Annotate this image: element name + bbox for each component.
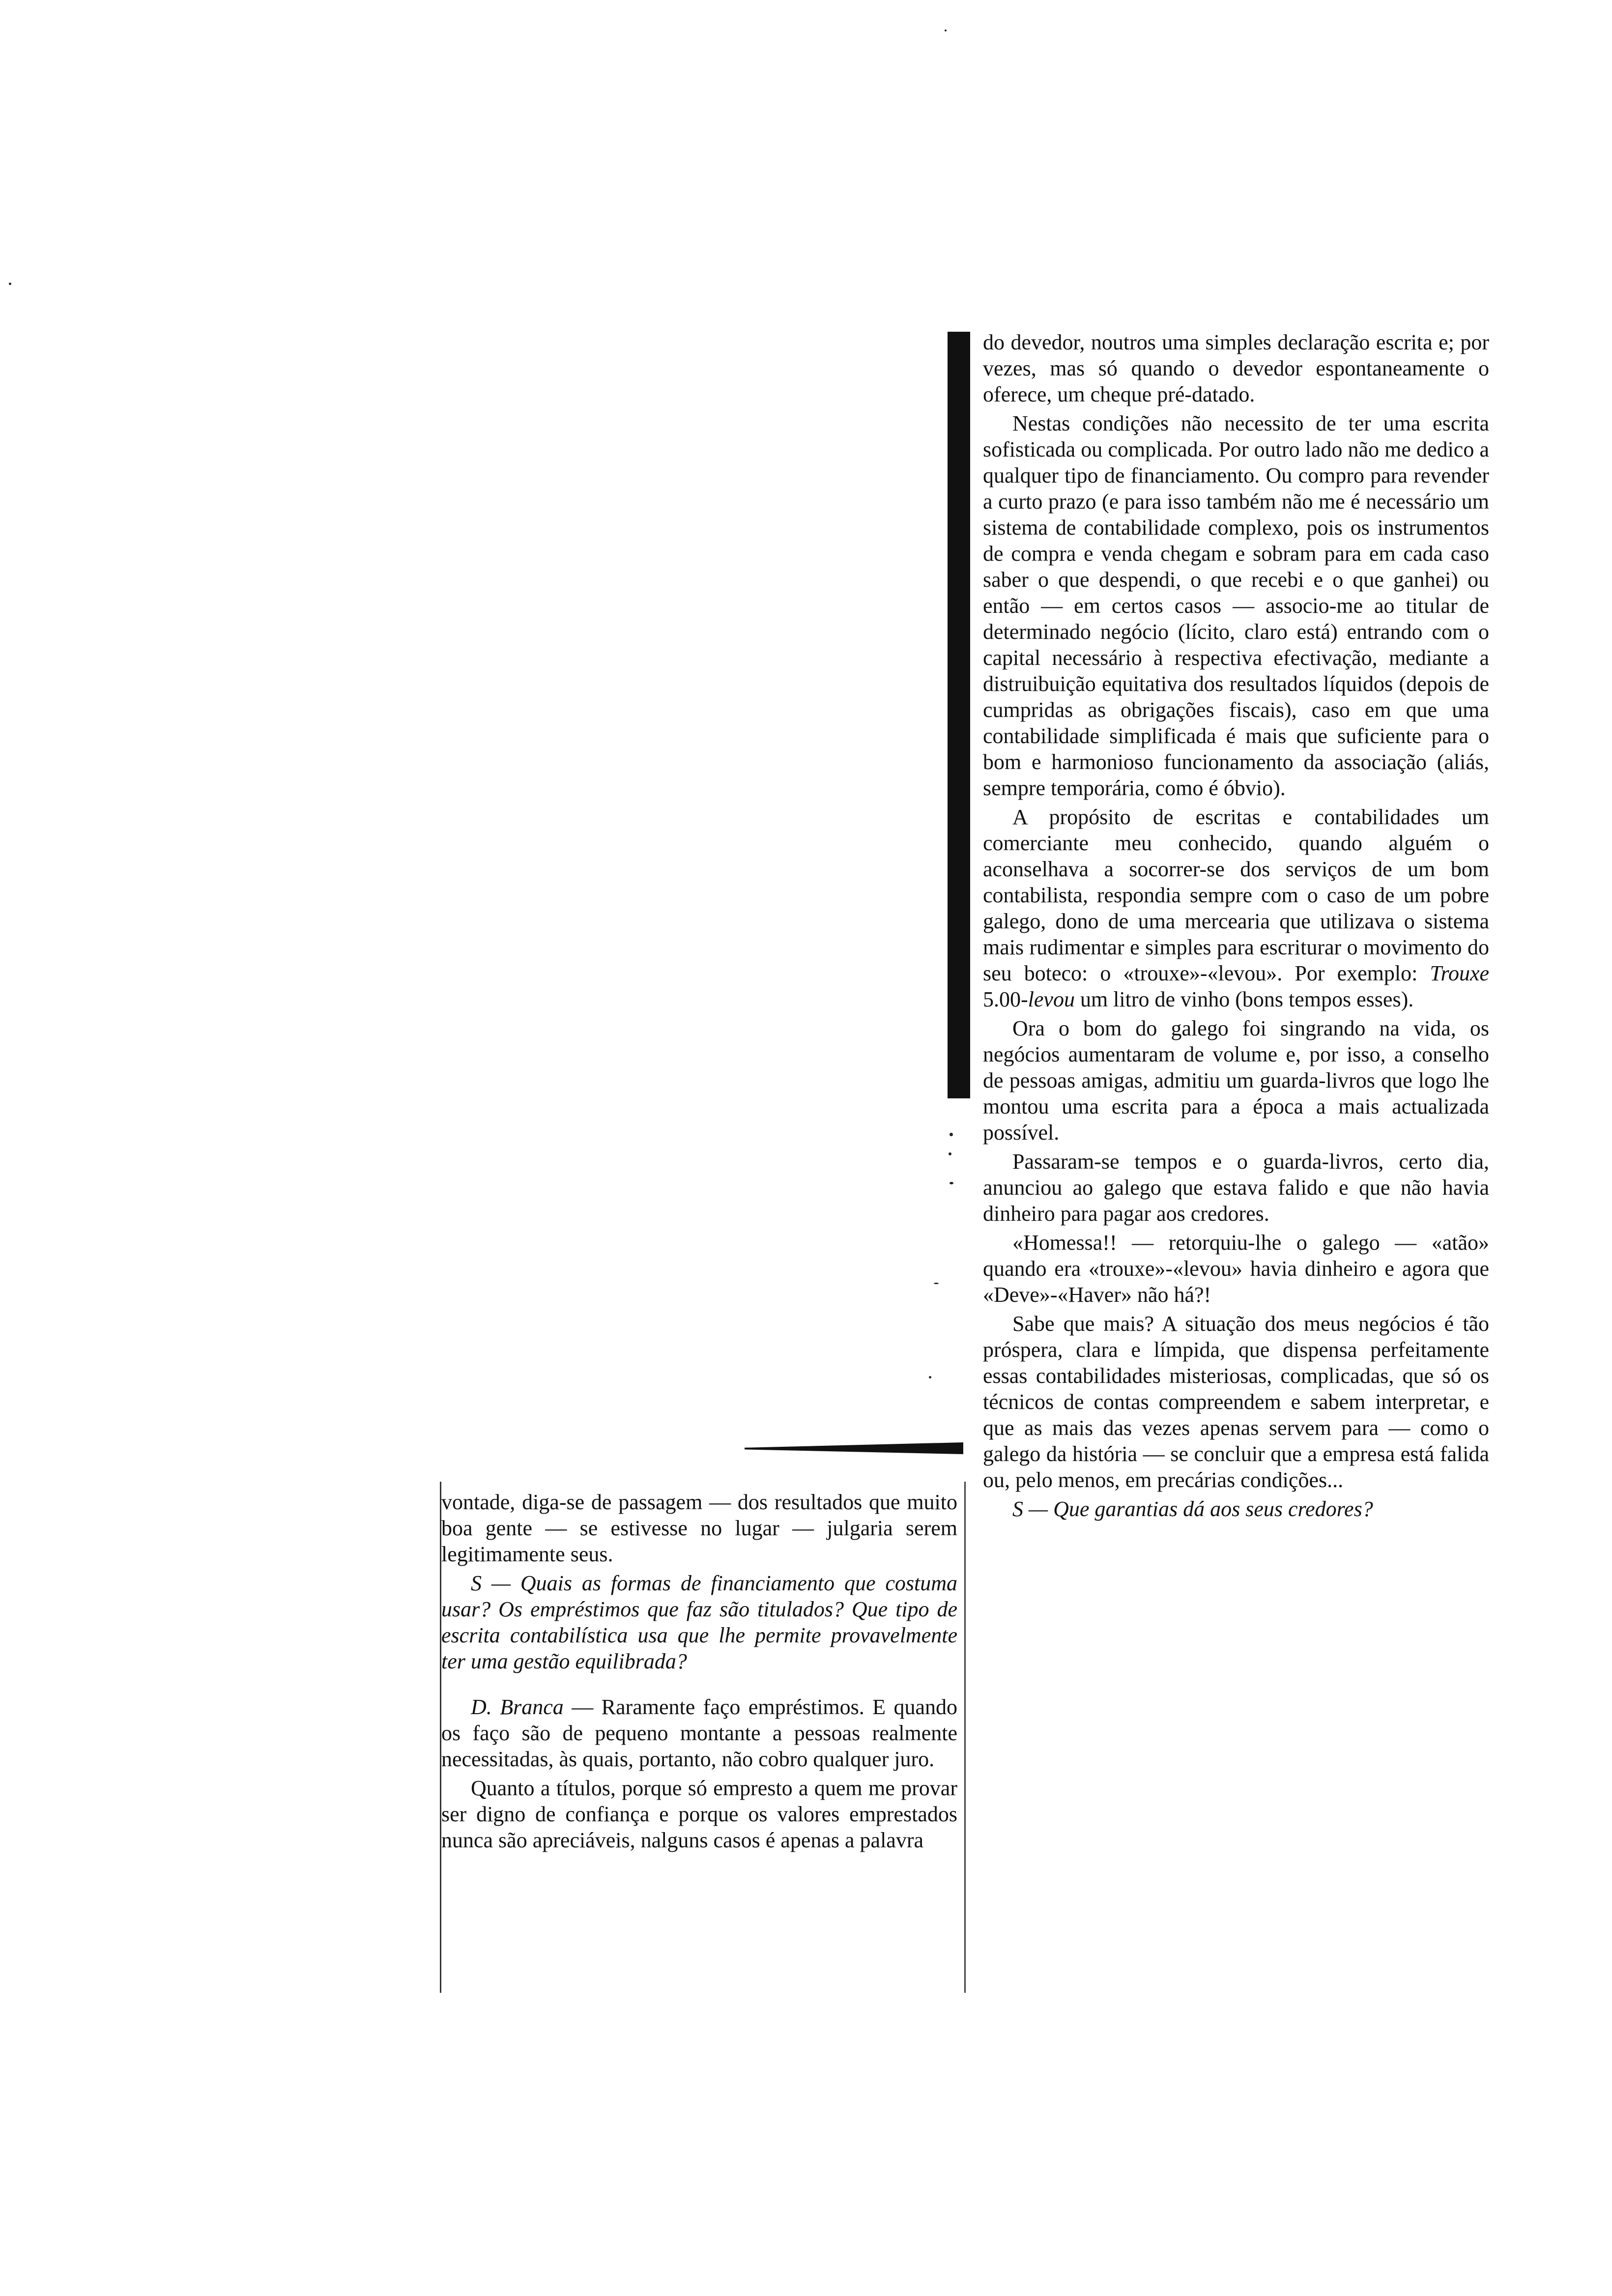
right-text-column (983, 329, 1489, 1522)
paragraph (983, 804, 1489, 1012)
paragraph: Quanto a títulos, porque só empresto a quem me provar ser digno de confiança e porque os valores emprestados nunca são apreciáveis, nalguns casos é apenas a palavra (441, 1776, 957, 1852)
paragraph (441, 1694, 957, 1772)
paragraph: Sabe que mais? A situação dos meus negócios é tão próspera, clara e límpida, que dispensa perfeitamente essas contabilidades misteriosas, complicadas, que só os técnicos de contas compreendem e sabem interpretar, e que as mais das vezes apenas servem para — como o galego da história — se concluir que a empresa está falida ou, pelo menos, em precárias condições... (983, 1312, 1489, 1492)
scan-speck (934, 1283, 939, 1284)
left-text-column (441, 1489, 957, 1853)
scan-speck (950, 1182, 953, 1184)
paragraph: vontade, diga-se de passagem — dos resultados que muito boa gente — se estivesse no lugar — julgaria serem legitimamente seus. (441, 1490, 957, 1566)
paragraph: Passaram-se tempos e o guarda-livros, certo dia, anunciou ao galego que estava falido e que não havia dinheiro para pagar aos credores. (983, 1149, 1489, 1226)
scan-speck (949, 1152, 951, 1155)
scan-speck (929, 1376, 931, 1378)
text-run: um litro de vinho (bons tempos esses). (1074, 987, 1414, 1011)
paragraph: Ora o bom do galego foi singrando na vida, os negócios aumentaram de volume e, por isso, a conselho de pessoas amigas, admitiu um guarda-livros que logo lhe montou uma escrita para a época a mais actualizada possível. (983, 1016, 1489, 1145)
horizontal-black-bar (745, 1442, 963, 1454)
text-run: — Raramente faço empréstimos. E quando os faço são de pequeno montante a pessoas realmente necessitadas, às quais, portanto, não cobro qualquer juro. (441, 1695, 957, 1771)
paragraph: do devedor, noutros uma simples declaração escrita e; por vezes, mas só quando o devedor espontaneamente o oferece, um cheque pré-datado. (983, 330, 1489, 406)
scan-speck (945, 29, 947, 31)
text-run: 5.00- (983, 987, 1028, 1011)
question: S — Quais as formas de financiamento que costuma usar? Os empréstimos que faz são titulados? Que tipo de escrita contabilística usa que lhe permite provavelmente ter uma gestão equilibrada? (441, 1571, 957, 1673)
speaker-name: D. Branca (471, 1695, 564, 1719)
question: S — Que garantias dá aos seus credores? (1012, 1497, 1373, 1521)
column-divider-rule (964, 1482, 966, 1993)
italic-word: Trouxe (1430, 961, 1490, 985)
scan-speck (9, 283, 11, 285)
paragraph: Nestas condições não necessito de ter uma escrita sofisticada ou complicada. Por outro lado não me dedico a qualquer tipo de financiamento. Ou compro para revender a curto prazo (e para isso também não me é necessário um sistema de contabilidade complexo, pois os instrumentos de compra e venda chegam e sobram para em cada caso saber o que despendi, o que recebi e o que ganhei) ou então — em certos casos — associo-me ao titular de determinado negócio (lícito, claro está) entrando com o capital necessário à respectiva efectivação, mediante a distruibuição equitativa dos resultados líquidos (depois de cumpridas as obrigações fiscais), caso em que uma contabilidade simplificada é mais que suficiente para o bom e harmonioso funcionamento da associação (aliás, sempre temporária, como é óbvio). (983, 411, 1489, 800)
vertical-black-bar (948, 332, 970, 1098)
scan-speck (950, 1133, 953, 1136)
text-run: A propósito de escritas e contabilidades um comerciante meu conhecido, quando alguém o aconselhava a socorrer-se dos serviços de um bom contabilista, respondia sempre com o caso de um pobre galego, dono de uma mercearia que utilizava o sistema mais rudimentar e simples para escriturar o movimento do seu boteco: o «trouxe»-«levou». Por exemplo: (983, 805, 1489, 985)
italic-word: levou (1028, 987, 1075, 1011)
paragraph: «Homessa!! — retorquiu-lhe o galego — «atão» quando era «trouxe»-«levou» havia dinheiro e agora que «Deve»-«Haver» não há?! (983, 1231, 1489, 1307)
